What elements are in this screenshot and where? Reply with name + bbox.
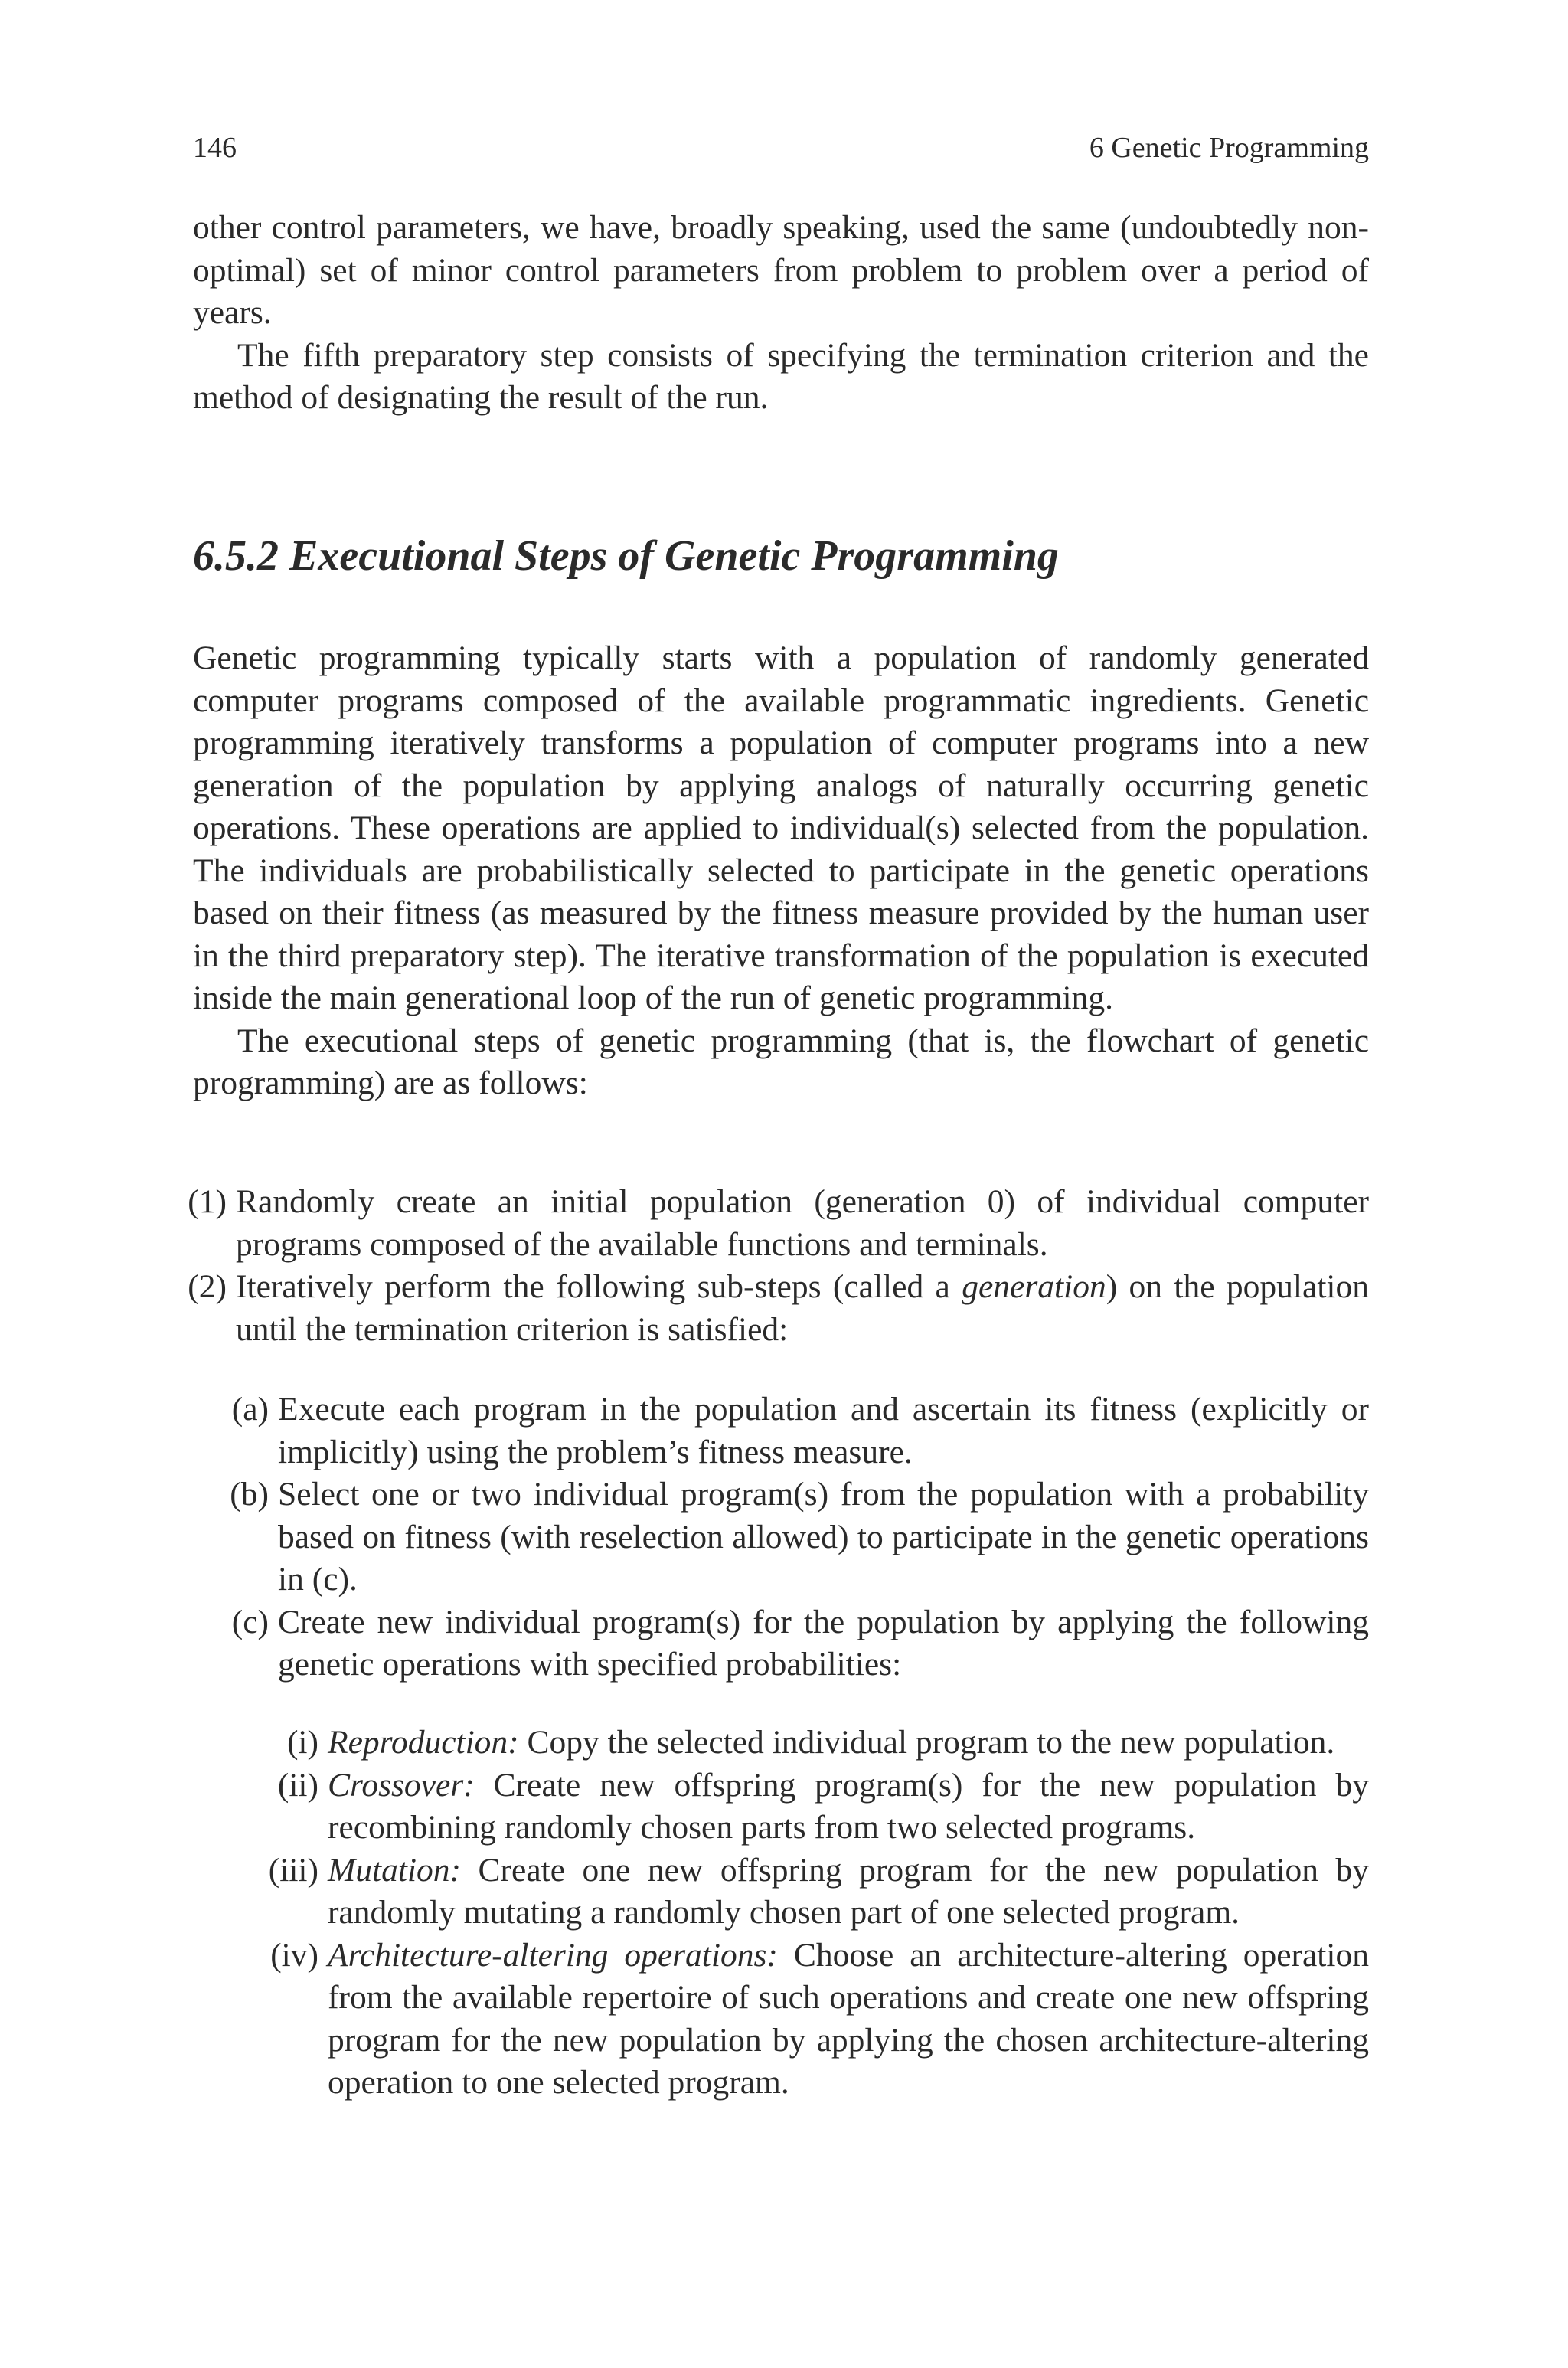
operation-iii-term: Mutation: (328, 1851, 461, 1889)
intro-text (193, 207, 1369, 420)
substep-a (231, 1388, 1369, 1473)
step-1-marker: (1) (188, 1183, 227, 1220)
step-2 (188, 1266, 1369, 1351)
substep-c (231, 1601, 1369, 1686)
chapter-title: 6 Genetic Programming (1089, 132, 1369, 164)
operation-i-term: Reproduction: (328, 1724, 519, 1761)
substep-b-marker: (b) (230, 1476, 269, 1513)
paragraph-overview: Genetic programming typically starts with a population of randomly generated computer programs composed of the available programmatic ingredients. Genetic programming iteratively transforms a population of computer programs into a new generation of the population by applying analogs of naturally occurring genetic operations. These operations are applied to individual(s) selected from the population. The individuals are probabilistically selected to participate in the genetic operations based on their fitness (as measured by the fitness measure provided by the human user in the third preparatory step). The iterative transformation of the population is executed inside the main generational loop of the run of genetic programming. (193, 639, 1369, 1016)
substep-b-text: Select one or two individual program(s) from the population with a probability based on fitness (with reselection allowed) to participate in the genetic operations in (c). (278, 1476, 1369, 1598)
operation-mutation (268, 1850, 1369, 1935)
operation-reproduction (286, 1722, 1369, 1765)
operation-i-marker: (i) (286, 1724, 318, 1761)
genetic-operations-list (268, 1722, 1369, 2105)
paragraph-steps-intro: The executional steps of genetic programming (that is, the flowchart of genetic programming) are as follows: (193, 1022, 1369, 1101)
substep-c-text: Create new individual program(s) for the population by applying the following genetic operations with specified probabilities: (278, 1603, 1369, 1683)
section-body (193, 637, 1369, 1105)
operation-ii-marker: (ii) (277, 1766, 318, 1804)
operation-crossover (277, 1765, 1369, 1850)
operation-iv-text: Choose an architecture-altering operation from the available repertoire of such operations and create one new offspring program for the new population by applying the chosen architecture-altering operation to one selected program. (328, 1936, 1369, 2101)
step-1 (188, 1181, 1369, 1266)
paragraph-fifth-step: The fifth preparatory step consists of specifying the termination criterion and the method of designating the result of the run. (193, 336, 1369, 416)
operation-ii-text: Create new offspring program(s) for the new population by recombining randomly chosen parts from two selected programs. (328, 1766, 1369, 1846)
substep-b (230, 1473, 1369, 1601)
substep-c-marker: (c) (231, 1603, 269, 1640)
operation-i-text: Copy the selected individual program to the new population. (518, 1724, 1335, 1761)
operation-iii-text: Create one new offspring program for the new population by randomly mutating a randomly chosen part of one selected program. (328, 1851, 1369, 1931)
operation-iv-marker: (iv) (270, 1936, 318, 1974)
operation-iii-marker: (iii) (268, 1851, 318, 1889)
section-heading: 6.5.2 Executional Steps of Genetic Programming (193, 532, 1059, 580)
step-2-text-before: Iteratively perform the following sub-steps (called a (236, 1268, 962, 1305)
step-2-term: generation (962, 1268, 1106, 1305)
operation-ii-term: Crossover: (328, 1766, 475, 1804)
executional-steps-list (188, 1181, 1369, 1351)
substeps-list (230, 1388, 1369, 1686)
step-1-text: Randomly create an initial population (generation 0) of individual computer programs composed of the available functions and terminals. (236, 1183, 1369, 1263)
step-2-text-after: ) on the population until the termination criterion is satisfied: (236, 1268, 1369, 1348)
step-2-marker: (2) (188, 1268, 227, 1305)
operation-iv-term: Architecture-altering operations: (328, 1936, 778, 1974)
running-head (193, 129, 1369, 167)
paragraph-continued: other control parameters, we have, broadly speaking, used the same (undoubtedly non-optimal) set of minor control parameters from problem to problem over a period of years. (193, 209, 1369, 331)
substep-a-text: Execute each program in the population and ascertain its fitness (explicitly or implicitly) using the problem’s fitness measure. (278, 1391, 1369, 1470)
page-number: 146 (193, 132, 237, 164)
operation-architecture-altering (270, 1935, 1369, 2105)
substep-a-marker: (a) (231, 1391, 269, 1428)
